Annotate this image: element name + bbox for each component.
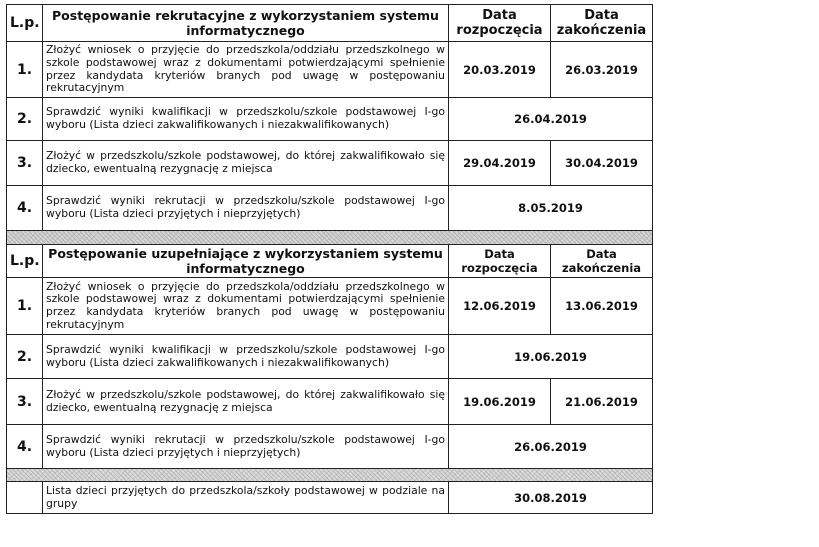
start-date: 29.04.2019 bbox=[449, 141, 551, 186]
section1-lp-header: L.p. bbox=[7, 5, 43, 42]
section2-lp-header: L.p. bbox=[7, 245, 43, 278]
table-row bbox=[7, 335, 653, 379]
end-date: 21.06.2019 bbox=[551, 379, 653, 425]
start-date: 12.06.2019 bbox=[449, 278, 551, 335]
row-number: 1. bbox=[7, 42, 43, 98]
date: 8.05.2019 bbox=[449, 186, 653, 231]
date: 19.06.2019 bbox=[449, 335, 653, 379]
row-description: Złożyć w przedszkolu/szkole podstawowej, do której zakwalifikowało się dziecko, ewentualną rezygnację z miejsca bbox=[43, 379, 449, 425]
row-number: 2. bbox=[7, 98, 43, 141]
section2-end-header: Data zakończenia bbox=[551, 245, 653, 278]
row-description: Sprawdzić wyniki rekrutacji w przedszkolu/szkole podstawowej I-go wyboru (Lista dzieci przyjętych i nieprzyjętych) bbox=[43, 425, 449, 469]
final-row bbox=[7, 482, 653, 514]
section-separator bbox=[7, 231, 653, 245]
table-row bbox=[7, 425, 653, 469]
date: 26.06.2019 bbox=[449, 425, 653, 469]
row-description: Sprawdzić wyniki kwalifikacji w przedszkolu/szkole podstawowej I-go wyboru (Lista dzieci zakwalifikowanych i niezakwalifikowanych) bbox=[43, 98, 449, 141]
table-row bbox=[7, 379, 653, 425]
row-number: 1. bbox=[7, 278, 43, 335]
section1-header-row bbox=[7, 5, 653, 42]
date: 26.04.2019 bbox=[449, 98, 653, 141]
section1-end-header: Data zakończenia bbox=[551, 5, 653, 42]
section2-start-header: Data rozpoczęcia bbox=[449, 245, 551, 278]
end-date: 30.04.2019 bbox=[551, 141, 653, 186]
table-row bbox=[7, 186, 653, 231]
row-description: Sprawdzić wyniki kwalifikacji w przedszkolu/szkole podstawowej I-go wyboru (Lista dzieci zakwalifikowanych i niezakwalifikowanych) bbox=[43, 335, 449, 379]
section-separator bbox=[7, 469, 653, 482]
row-number: 4. bbox=[7, 186, 43, 231]
table-row bbox=[7, 141, 653, 186]
end-date: 13.06.2019 bbox=[551, 278, 653, 335]
section2-title: Postępowanie uzupełniające z wykorzystaniem systemu informatycznego bbox=[43, 245, 449, 278]
section1-start-header: Data rozpoczęcia bbox=[449, 5, 551, 42]
table-row bbox=[7, 98, 653, 141]
final-description: Lista dzieci przyjętych do przedszkola/szkoły podstawowej w podziale na grupy bbox=[43, 482, 449, 514]
start-date: 19.06.2019 bbox=[449, 379, 551, 425]
empty-cell bbox=[7, 482, 43, 514]
section2-header-row bbox=[7, 245, 653, 278]
schedule-table bbox=[6, 4, 653, 514]
row-description: Złożyć wniosek o przyjęcie do przedszkola/oddziału przedszkolnego w szkole podstawowej wraz z dokumentami potwierdzającymi spełnienie przez kandydata kryteriów branych pod uwagę w postępowaniu rekrutacyjnym bbox=[43, 278, 449, 335]
row-number: 2. bbox=[7, 335, 43, 379]
row-description: Złożyć w przedszkolu/szkole podstawowej, do której zakwalifikowało się dziecko, ewentualną rezygnację z miejsca bbox=[43, 141, 449, 186]
row-number: 3. bbox=[7, 379, 43, 425]
row-description: Złożyć wniosek o przyjęcie do przedszkola/oddziału przedszkolnego w szkole podstawowej wraz z dokumentami potwierdzającymi spełnienie przez kandydata kryteriów branych pod uwagę w postępowaniu rekrutacyjnym bbox=[43, 42, 449, 98]
table-row bbox=[7, 42, 653, 98]
table-row bbox=[7, 278, 653, 335]
row-description: Sprawdzić wyniki rekrutacji w przedszkolu/szkole podstawowej I-go wyboru (Lista dzieci przyjętych i nieprzyjętych) bbox=[43, 186, 449, 231]
row-number: 4. bbox=[7, 425, 43, 469]
start-date: 20.03.2019 bbox=[449, 42, 551, 98]
section1-title: Postępowanie rekrutacyjne z wykorzystaniem systemu informatycznego bbox=[43, 5, 449, 42]
end-date: 26.03.2019 bbox=[551, 42, 653, 98]
row-number: 3. bbox=[7, 141, 43, 186]
final-date: 30.08.2019 bbox=[449, 482, 653, 514]
